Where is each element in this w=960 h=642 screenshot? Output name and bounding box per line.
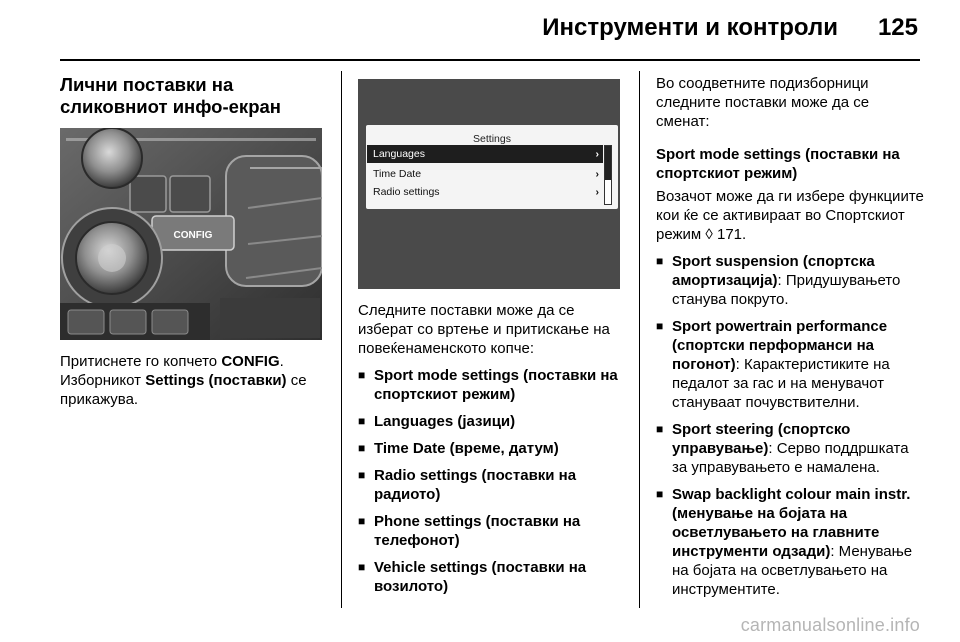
list-item: ■ Sport suspension (спортска амортизација): Придушувањето станува покруто. <box>656 252 924 309</box>
screen-item-time-date: Time Date › <box>367 165 603 183</box>
screen-scrollbar <box>604 145 612 205</box>
settings-screen <box>366 125 618 209</box>
list-item: ■ Vehicle settings (поставки на возилото) <box>358 558 626 596</box>
screen-item-radio-settings: Radio settings › <box>367 183 603 201</box>
column-2 <box>358 74 626 604</box>
column-3 <box>656 74 924 607</box>
section-heading: Лични поставки на сликовниот инфо-екран <box>60 74 281 117</box>
header-rule <box>60 59 920 61</box>
page-number: 125 <box>877 14 918 41</box>
list-item: ■ Sport mode settings (поставки на спортскиот режим) <box>358 366 626 404</box>
settings-intro-paragraph: Следните поставки може да се изберат со вртење и притискање на повеќенаменското копче: <box>358 302 610 357</box>
settings-term: Settings (поставки) <box>145 372 287 389</box>
chevron-right-icon: › <box>595 168 599 180</box>
intro-paragraph: Притиснете го копчето CONFIG. Изборникот Settings (поставки) се прикажува. <box>60 353 307 408</box>
list-item: ■ Time Date (време, датум) <box>358 439 626 458</box>
list-item: ■ Phone settings (поставки на телефонот) <box>358 512 626 550</box>
sub-heading: Sport mode settings (поставки на спортскиот режим) <box>656 146 900 182</box>
column-divider-2 <box>639 71 640 608</box>
screen-item-languages: Languages › <box>367 145 603 163</box>
column-1 <box>60 74 326 409</box>
settings-list <box>358 366 626 596</box>
screen-title: Settings <box>473 133 511 145</box>
dashboard-photo-illustration <box>60 128 322 340</box>
dashboard-photo <box>60 128 322 340</box>
config-term: CONFIG <box>221 353 280 370</box>
column-divider-1 <box>341 71 342 608</box>
list-item: ■ Swap backlight colour main instr. (менување на бојата на осветлувањето на главните инструменти одзади): Менување на бојата на осветлувањето на инструментите. <box>656 485 924 599</box>
list-item: ■ Radio settings (поставки на радиото) <box>358 466 626 504</box>
list-item: ■ Sport steering (спортско управување): Серво поддршката за управувањето е намалена. <box>656 420 924 477</box>
config-button-label: CONFIG <box>173 230 213 241</box>
submenu-intro-paragraph: Во соодветните подизборници следните поставки може да се сменат: <box>656 75 870 130</box>
watermark: carmanualsonline.info <box>740 615 920 635</box>
list-item: ■ Languages (јазици) <box>358 412 626 431</box>
chevron-right-icon: › <box>595 148 599 160</box>
settings-display-image <box>358 79 620 289</box>
page-header-title: Инструменти и контроли <box>542 14 838 41</box>
sport-mode-list <box>656 252 924 599</box>
sport-mode-paragraph: Возачот може да ги избере функциите кои ќе се активираат во Спортскиот режим ◊ 171. <box>656 188 924 243</box>
list-item: ■ Sport powertrain performance (спортски перформанси на погонот): Карактеристиките на педалот за гас и на менувачот стануваат почувствителни. <box>656 317 924 412</box>
chevron-right-icon: › <box>595 186 599 198</box>
